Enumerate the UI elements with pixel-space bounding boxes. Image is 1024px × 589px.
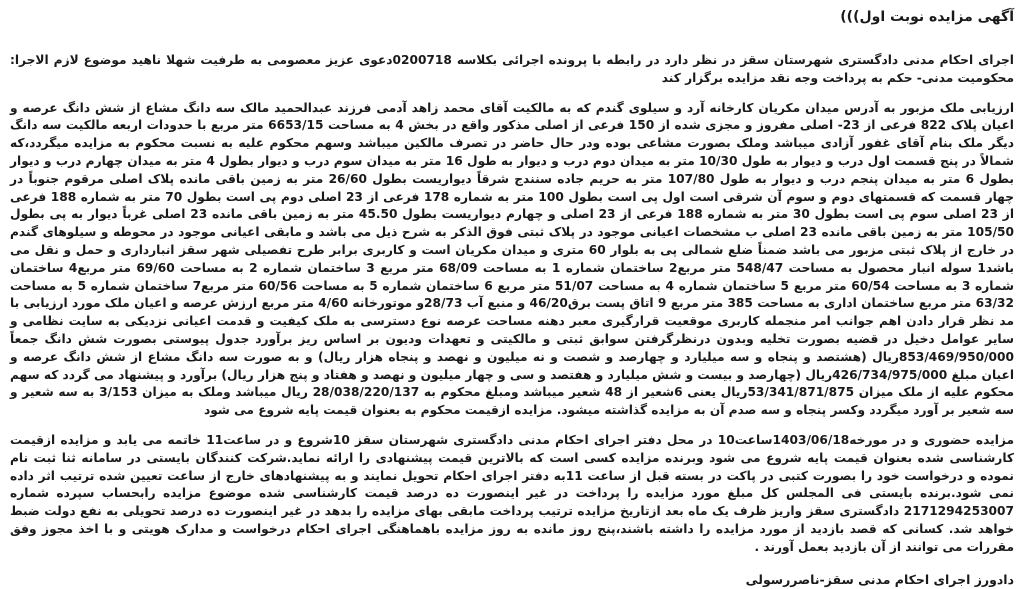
signature-line: دادورز اجرای احکام مدنی سقز-ناصررسولی xyxy=(745,571,1014,587)
notice-intro-paragraph: اجرای احکام مدنی دادگستری شهرستان سقز در نظر دارد در رابطه با پرونده اجرائی بکلاسه 0200718دعوی عزیز معصومی به طرفیت شهلا ناهید موضوع لازم الاجرا: محکومیت مدنی- حکم به پرداخت وجه نقد مزایده برگزار کند xyxy=(10,53,1014,85)
notice-title: آگهی مزایده نوبت اول))) xyxy=(840,9,1014,25)
auction-terms-paragraph: مزایده حضوری و در مورخه1403/06/18ساعت10 در محل دفتر اجرای احکام مدنی دادگستری شهرستان سقز 10شروع و در ساعت11 خاتمه می یابد و مزایده ازقیمت کارشناسی شده بعنوان قیمت پایه شروع می شود وبرنده مزایده کسی است که بالاترین قیمت پیشنهادی را ارائه نماید.شرکت کنندگان بایستی در سامانه ثنا ثبت نام نموده و درخواست خود را بصورت کتبی در پاکت در بسته قبل از ساعت 11به دفتر اجرای احکام تحویل نمایند و به پیشنهادهای خارج از ساعت تعیین شده ترتیب اثر داده نمی شود.برنده بایستی فی المجلس کل مبلغ مورد مزایده را پرداخت در غیر اینصورت ده درصد قیمت کارشناسی شده موضوع مزایده رابحساب سپرده شماره 2171294253007 دادگستری سقز واریز ظرف یک ماه بعد ازتاریخ مزایده ترتیب پرداخت مابقی بهای مزایده را بدهد در غیر اینصورت ده درصد تحویلی به نفع دولت ضبط خواهد شد. کسانی که قصد بازدید از مورد مزایده را داشته باشند،پنج روز مانده به روز مزایده باهماهنگی اجرای احکام درخواست و مدارک هویتی و با اخذ مجوز وفق مقررات می توانند از آن بازدید بعمل آورند . xyxy=(10,432,1015,554)
property-description-paragraph: ارزیابی ملک مزبور به آدرس میدان مکریان کارخانه آرد و سیلوی گندم که به مالکیت آقای محمد زاهد آدمی فرزند عبدالحمید مالک سه دانگ مشاع از شش دانگ عرصه و اعیان پلاک 822 فرعی از 23- اصلی مفروز و مجزی شده از 150 فرعی از اصلی مذکور واقع در بخش 4 به مساحت 6653/15 متر مربع با حدودات اربعه مالکیت سه دانگ دیگر ملک بنام آقای غفور آزادی میباشد وملک بصورت مشاعی بوده ودر حال حاضر در تصرف مالکین میباشد وسهم محکوم علیه به نسبت محکوم به مزایده میگردد،که شمالاً در پنج قسمت اول درب و دیوار به طول 10/30 متر به میدان دوم درب و دیوار به طول 16 متر به میدان سوم درب و دیوار بطول 4 متر به میدان چهارم درب و دیوار بطول 6 متر به میدان پنجم درب و دیوار به طول 107/80 متر به حریم جاده سنندج شرقاً دیواریست بطول 26/60 متر به زمین باقی مانده پلاک اصلی مرقوم جنوباً در چهار قسمت که قسمتهای دوم و سوم آن شرقی است اول پی است بطول 100 متر به شماره 178 فرعی از 23 اصلی دوم پی است بطول 70 متر به شماره 188 فرعی از 23 اصلی سوم پی است بطول 30 متر به شماره 188 فرعی از 23 اصلی و چهارم دیواریست بطول 45.50 متر به زمین باقی مانده 23 اصلی غرباً دیوار به پی بطول 105/50 متر به زمین باقی مانده 23 اصلی ب مشخصات اعیانی موجود در پلاک ثبتی فوق الذکر به شرح ذیل می باشد و مابقی اعیانی موجود در محوطه و سیلوهای گندم در خارج از پلاک ثبتی مزبور می باشد ضمناً ضلع شمالی پی به بلوار 60 متری و میدان مکریان است و کاربری برابر طرح تفصیلی شهر سقز انبارداری و حمل و نقل می باشد1 سوله انبار محصول به مساحت 548/47 متر مربع2 ساختمان شماره 1 به مساحت 68/09 متر مربع 3 ساختمان شماره 2 به مساحت 69/60 متر مربع4 ساختمان شماره 3 به مساحت 60/54 متر مربع 5 ساختمان شماره 4 به مساحت 51/07 متر مربع 6 ساختمان شماره 5 به مساحت 60/56 متر مربع7 ساختمان شماره 5 به مساحت 63/32 متر مربع ساختمان اداری به مساحت 385 متر مربع 9 اتاق پست برق46/20 و منبع آب 28/73و موتورخانه 4/60 متر مربع ارزش عرصه و اعیان ملک مورد ارزیابی با مد نظر قرار دادن اهم جوانب امر منجمله کاربری موقعیت قرارگیری معبر دهنه مساحت عرصه نوع دسترسی به ملک کیفیت و قدمت اعیانی نزدیکی به سایت نظامی و سایر عوامل دخیل در قضیه بصورت تخلیه وبدون درنظرگرفتن سوابق ثبتی و مالکیتی و تعهدات ودیون بر اساس ریز برآورد جدول پیوستی بصورت شش دانگ جمعاً 853/469/950/000ریال (هشتصد و پنجاه و سه میلیارد و چهارصد و شصت و نه میلیون و نهصد و پنجاه هزار ریال) و به صورت سه دانگ مشاع از شش دانگ عرصه و اعیان مبلغ 426/734/975/000ریال (چهارصد و بیست و شش میلیارد و هفتصد و سی و چهار میلیون و نهصد و هفتاد و پنج هزار ریال) برآورد و پیشنهاد می گردد که سهم محکوم علیه از ملک میزان 53/341/871/875ریال یعنی 6شعیر از 48 شعیر میباشد ومبلغ محکوم به 28/038/220/137 ریال میباشد وملک به میزان 3/153 به سه شعیر و سه شعیر بر آورد میگردد وکسر پنجاه و سه صدم آن به مزایده گذاشته میشود. مزایده ازقیمت محکوم به بعنوان قیمت پایه شروع می شود xyxy=(10,100,1015,418)
